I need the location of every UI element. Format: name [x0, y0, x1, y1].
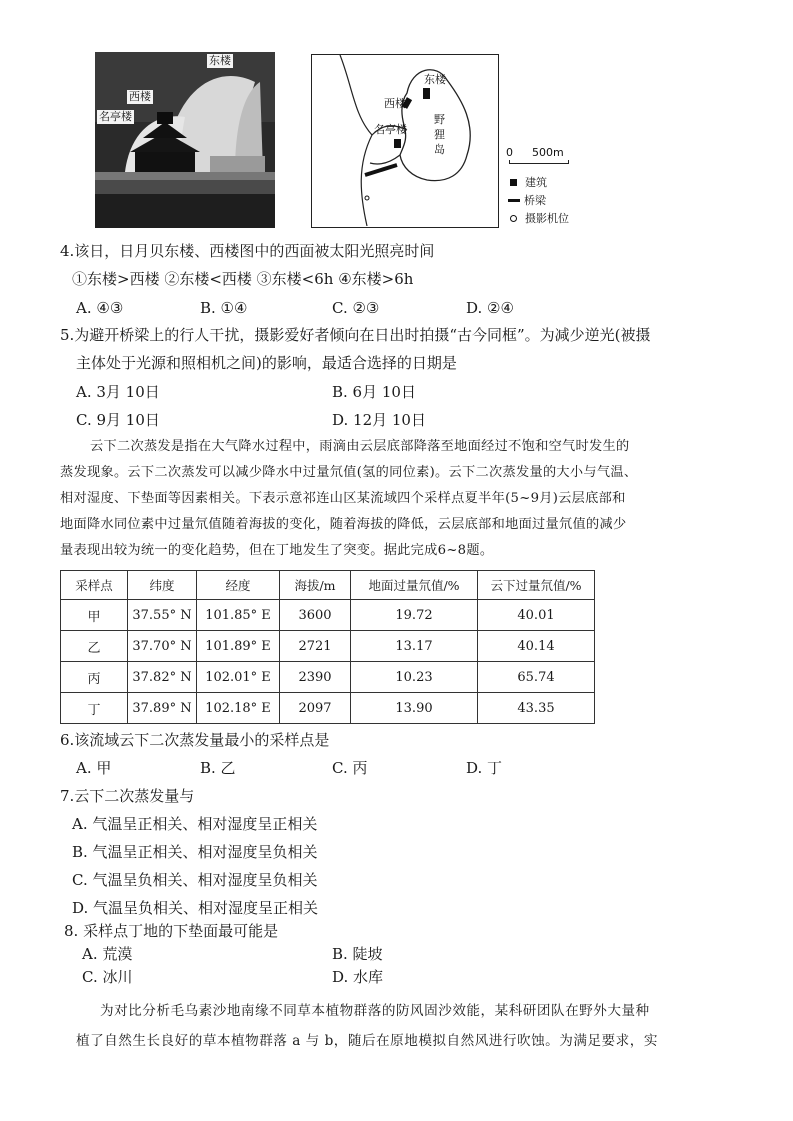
table-header: 地面过量氘值/%	[351, 571, 478, 600]
map-label-island-3: 岛	[434, 143, 445, 156]
table-cell: 19.72	[351, 600, 478, 631]
q4-stem: 4.该日，日月贝东楼、西楼图中的西面被太阳光照亮时间	[60, 242, 435, 260]
map-label-island-1: 野	[434, 113, 445, 126]
table-header: 云下过量氘值/%	[478, 571, 595, 600]
table-row	[61, 662, 595, 693]
sampling-table	[60, 570, 595, 724]
passage-1-line: 量表现出较为统一的变化趋势，但在丁地发生了突变。据此完成6~8题。	[60, 543, 494, 558]
q8-stem: 8. 采样点丁地的下垫面最可能是	[64, 922, 279, 940]
map-legend	[506, 172, 596, 228]
table-header-row	[61, 571, 595, 600]
table-cell: 13.17	[351, 631, 478, 662]
passage-1-line: 相对湿度、下垫面等因素相关。下表示意祁连山区某流域四个采样点夏半年(5~9月)云层底部和	[60, 491, 626, 506]
q4-option-b: B. ①④	[200, 299, 248, 317]
table-header: 纬度	[128, 571, 197, 600]
passage-2	[60, 996, 750, 1056]
q6-option-c: C. 丙	[332, 759, 368, 777]
q7-option-b: B. 气温呈正相关、相对湿度呈负相关	[72, 843, 318, 861]
map-camera-position	[365, 196, 369, 200]
q8-option-c: C. 冰川	[82, 968, 133, 986]
table-row	[61, 600, 595, 631]
building-photo	[95, 52, 275, 228]
q5-option-b: B. 6月 10日	[332, 383, 416, 401]
photo-illustration	[95, 52, 275, 228]
table-cell: 37.55° N	[128, 600, 197, 631]
q5-option-c: C. 9月 10日	[76, 411, 160, 429]
q6-stem: 6.该流域云下二次蒸发量最小的采样点是	[60, 731, 330, 749]
passage-1-line: 蒸发现象。云下二次蒸发可以减少降水中过量氘值(氢的同位素)。云下二次蒸发量的大小与气温、	[60, 465, 638, 480]
photo-label-west: 西楼	[129, 90, 151, 103]
photo-label-pavilion: 名亭楼	[99, 110, 132, 123]
scale-zero: 0	[506, 146, 513, 159]
passage-2-line: 植了自然生长良好的草本植物群落 a 与 b，随后在原地模拟自然风进行吹蚀。为满足要求，实	[76, 1033, 658, 1049]
q4-option-d: D. ②④	[466, 299, 514, 317]
passage-1-line: 地面降水同位素中过量氘值随着海拔的变化，随着海拔的降低，云层底部和地面过量氘值的减少	[60, 517, 627, 532]
table-cell: 丁	[61, 693, 128, 724]
bridge-symbol-icon	[508, 199, 520, 202]
table-cell: 101.85° E	[197, 600, 280, 631]
q6-option-b: B. 乙	[200, 759, 236, 777]
table-row	[61, 693, 595, 724]
map-building-pavilion	[394, 139, 401, 148]
map-building-east	[423, 88, 430, 99]
q7-option-a: A. 气温呈正相关、相对湿度呈正相关	[72, 815, 318, 833]
passage-1	[60, 434, 740, 564]
q4-option-c: C. ②③	[332, 299, 380, 317]
q7-option-c: C. 气温呈负相关、相对湿度呈负相关	[72, 871, 318, 889]
table-header: 采样点	[61, 571, 128, 600]
q7-stem: 7.云下二次蒸发量与	[60, 787, 195, 805]
table-cell: 102.01° E	[197, 662, 280, 693]
q8-option-d: D. 水库	[332, 968, 384, 986]
q4-statements: ①东楼>西楼 ②东楼<西楼 ③东楼<6h ④东楼>6h	[72, 270, 414, 288]
q8-option-b: B. 陡坡	[332, 945, 383, 963]
q6-option-a: A. 甲	[76, 759, 112, 777]
scale-distance: 500m	[532, 146, 564, 159]
passage-2-line: 为对比分析毛乌素沙地南缘不同草本植物群落的防风固沙效能，某科研团队在野外大量种	[100, 1003, 650, 1019]
q5-option-a: A. 3月 10日	[76, 383, 160, 401]
camera-symbol-icon	[510, 215, 517, 222]
table-cell: 102.18° E	[197, 693, 280, 724]
building-symbol-icon	[510, 179, 517, 186]
table-cell: 37.82° N	[128, 662, 197, 693]
table-cell: 65.74	[478, 662, 595, 693]
scale-bar	[506, 146, 596, 166]
table-header: 海拔/m	[280, 571, 351, 600]
table-header: 经度	[197, 571, 280, 600]
legend-building-label: 建筑	[525, 176, 547, 189]
table-cell: 43.35	[478, 693, 595, 724]
map-bridge	[365, 165, 397, 175]
table-cell: 37.70° N	[128, 631, 197, 662]
table-cell: 13.90	[351, 693, 478, 724]
legend-bridge-label: 桥梁	[524, 194, 546, 207]
map-label-east: 东楼	[424, 73, 446, 86]
table-cell: 2390	[280, 662, 351, 693]
map-label-pavilion: 名亭楼	[374, 123, 407, 136]
passage-1-line: 云下二次蒸发是指在大气降水过程中，雨滴由云层底部降落至地面经过不饱和空气时发生的	[90, 439, 630, 454]
table-cell: 甲	[61, 600, 128, 631]
photo-label-east: 东楼	[209, 54, 231, 67]
location-map	[311, 54, 499, 228]
q5-option-d: D. 12月 10日	[332, 411, 426, 429]
q5-stem-line2: 主体处于光源和照相机之间)的影响，最适合选择的日期是	[76, 354, 457, 372]
table-cell: 40.14	[478, 631, 595, 662]
table-cell: 101.89° E	[197, 631, 280, 662]
table-row	[61, 631, 595, 662]
map-label-island-2: 狸	[434, 128, 445, 141]
legend-bridge	[506, 192, 546, 208]
legend-building	[506, 174, 547, 190]
table-cell: 乙	[61, 631, 128, 662]
q6-option-d: D. 丁	[466, 759, 503, 777]
q5-stem-line1: 5.为避开桥梁上的行人干扰，摄影爱好者倾向在日出时拍摄“古今同框”。为减少逆光(被摄	[60, 326, 651, 344]
legend-camera-label: 摄影机位	[525, 212, 569, 225]
table-cell: 丙	[61, 662, 128, 693]
table-cell: 3600	[280, 600, 351, 631]
table-cell: 2721	[280, 631, 351, 662]
table-cell: 40.01	[478, 600, 595, 631]
map-label-west: 西楼	[384, 97, 406, 110]
q8-option-a: A. 荒漠	[82, 945, 133, 963]
table-cell: 10.23	[351, 662, 478, 693]
q7-option-d: D. 气温呈负相关、相对湿度呈正相关	[72, 899, 319, 917]
legend-camera	[506, 210, 569, 226]
table-cell: 2097	[280, 693, 351, 724]
q4-option-a: A. ④③	[76, 299, 124, 317]
table-cell: 37.89° N	[128, 693, 197, 724]
map-drawing	[312, 55, 497, 226]
